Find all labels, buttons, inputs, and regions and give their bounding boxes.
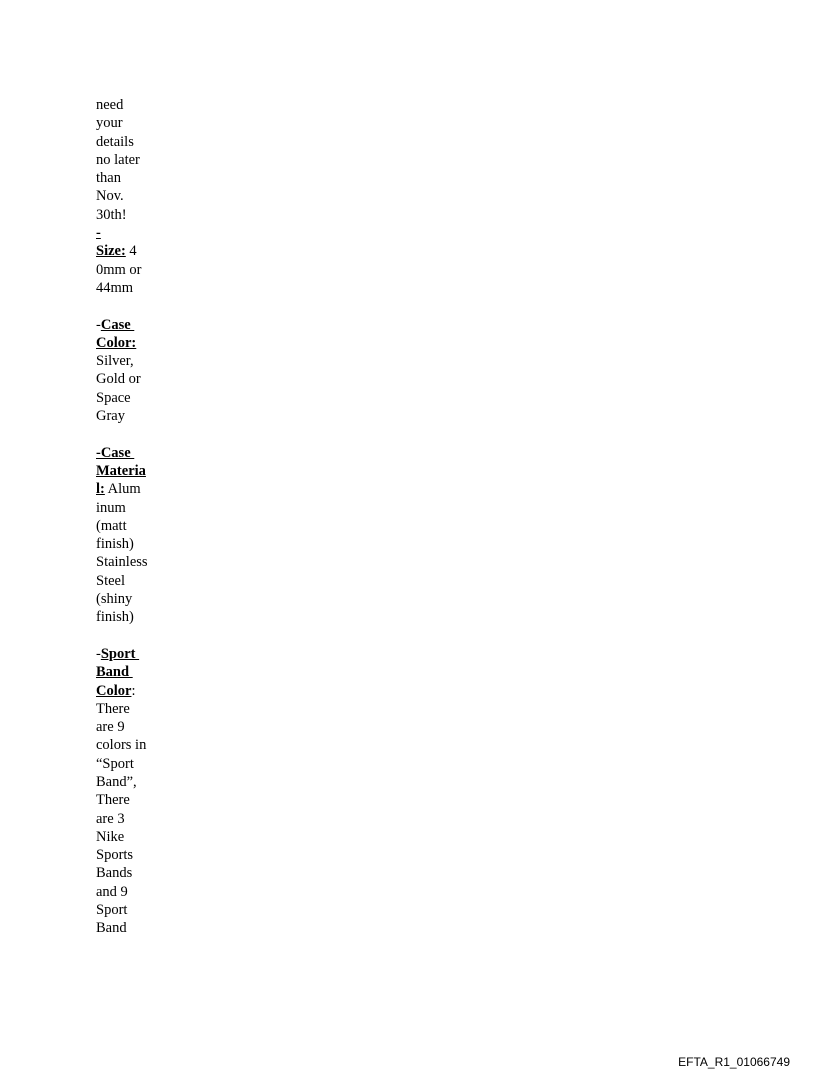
size-dash: - bbox=[96, 225, 101, 242]
sport-band-label: Sport bbox=[100, 645, 140, 662]
size-value-line: 0mm or bbox=[96, 261, 142, 278]
sport-band-label: Color bbox=[96, 682, 132, 699]
case-material-label: Materia bbox=[96, 462, 146, 479]
case-color-label: Case bbox=[100, 316, 135, 333]
intro-line: 30th! bbox=[96, 206, 127, 223]
document-id-footer: EFTA_R1_01066749 bbox=[678, 1055, 790, 1069]
sport-band-value: Band bbox=[96, 920, 127, 937]
case-material-value: (shiny bbox=[96, 591, 133, 608]
case-material-value: finish) bbox=[96, 536, 134, 553]
sport-band-value: colors in bbox=[96, 737, 147, 754]
case-color-value: Gold or bbox=[96, 371, 141, 388]
size-value: 4 bbox=[125, 243, 137, 260]
case-color-label-line bbox=[96, 316, 156, 334]
sport-band-value: There bbox=[96, 792, 130, 809]
intro-line: Nov. bbox=[96, 188, 124, 205]
sport-band-value: are 9 bbox=[96, 719, 125, 736]
size-value-line: 44mm bbox=[96, 279, 134, 296]
intro-line: than bbox=[96, 170, 121, 187]
sport-band-value: Bands bbox=[96, 865, 133, 882]
case-material-label: -Case bbox=[96, 444, 135, 461]
sport-band-prefix: - bbox=[96, 645, 101, 662]
intro-line: need bbox=[96, 97, 124, 113]
case-color-label: Color: bbox=[96, 334, 137, 351]
size-line bbox=[96, 242, 156, 260]
intro-line: details bbox=[96, 133, 134, 150]
spacer bbox=[96, 425, 156, 443]
case-material-value: inum bbox=[96, 499, 126, 516]
case-material-line bbox=[96, 480, 156, 498]
case-material-value: Stainless bbox=[96, 554, 148, 571]
sport-band-value: are 3 bbox=[96, 810, 125, 827]
sport-band-value: Band”, bbox=[96, 773, 137, 790]
sport-band-value: “Sport bbox=[96, 755, 134, 772]
case-material-value: finish) bbox=[96, 609, 134, 626]
size-label: Size: bbox=[96, 243, 126, 260]
case-color-value: Gray bbox=[96, 408, 125, 425]
case-material-value: Alum bbox=[104, 481, 141, 498]
intro-line: no later bbox=[96, 151, 140, 168]
sport-band-label: Band bbox=[96, 664, 133, 681]
sport-band-value: Sports bbox=[96, 847, 134, 864]
sport-band-colon: : bbox=[131, 682, 136, 699]
sport-band-label-line bbox=[96, 645, 156, 663]
case-color-value: Silver, bbox=[96, 353, 134, 370]
case-material-value: (matt bbox=[96, 517, 127, 534]
case-material-value: Steel bbox=[96, 572, 125, 589]
spacer bbox=[96, 297, 156, 315]
sport-band-label-line bbox=[96, 682, 156, 700]
intro-line: your bbox=[96, 115, 123, 132]
sport-band-value: Nike bbox=[96, 828, 125, 845]
sport-band-value: Sport bbox=[96, 902, 128, 919]
sport-band-value: and 9 bbox=[96, 883, 128, 900]
spacer bbox=[96, 627, 156, 645]
case-color-value: Space bbox=[96, 389, 131, 406]
case-color-prefix: - bbox=[96, 316, 101, 333]
sport-band-value: There bbox=[96, 700, 130, 717]
document-text-column bbox=[96, 96, 156, 938]
case-material-label: l: bbox=[96, 481, 105, 498]
